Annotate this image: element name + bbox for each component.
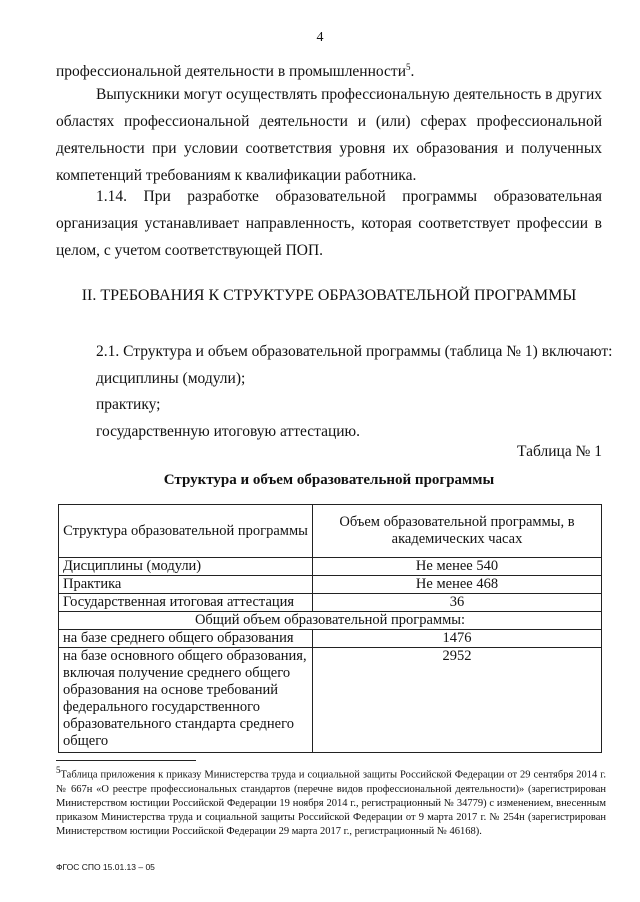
paragraph-graduates: Выпускники могут осуществлять профессиональную деятельность в других областях профессиональной деятельности и (или) сферах профессиональной деятельности при условии соответствия уровня их образования и полученных компетенций требованиям к квалификации работника. (56, 86, 602, 184)
footnote-mark: 5 (56, 765, 61, 775)
row-value: Не менее 540 (313, 558, 602, 576)
table-span-row (59, 612, 602, 630)
table-row (59, 558, 602, 576)
row-value: Не менее 468 (313, 576, 602, 594)
paragraph-1-14: 1.14. При разработке образовательной программы образовательная организация устанавливает направленность, которая соответствует профессии в целом, с учетом соответствующей ПОП. (56, 188, 602, 259)
paragraph-2-1: 2.1. Структура и объем образовательной программы (таблица № 1) включают: (96, 343, 613, 360)
row-label: Государственная итоговая аттестация (59, 594, 313, 612)
header-cell-volume: Объем образовательной программы, в академических часах (313, 505, 602, 558)
table-row (59, 576, 602, 594)
paragraph-text: профессиональной деятельности в промышленности (56, 63, 406, 81)
row-label: на базе основного общего образования, включая получение среднего общего образования на основе требований федерального государственного образовательного стандарта среднего общего (59, 648, 313, 753)
page-number: 4 (316, 30, 324, 45)
row-label: Дисциплины (модули) (59, 558, 313, 576)
row-value: 2952 (313, 648, 602, 753)
document-code: ФГОС СПО 15.01.13 – 05 (56, 862, 155, 872)
list-item: практику; (96, 396, 161, 413)
section-heading: II. ТРЕБОВАНИЯ К СТРУКТУРЕ ОБРАЗОВАТЕЛЬНОЙ ПРОГРАММЫ (81, 287, 577, 304)
row-value: 36 (313, 594, 602, 612)
list-item: дисциплины (модули); (96, 370, 246, 387)
footnote-reference: 5 (405, 62, 411, 72)
program-structure-table (58, 504, 602, 753)
total-volume-label: Общий объем образовательной программы: (59, 612, 602, 630)
row-label: на базе среднего общего образования (59, 630, 313, 648)
row-label: Практика (59, 576, 313, 594)
table-row (59, 630, 602, 648)
paragraph-tail: . (410, 63, 415, 81)
list-item: государственную итоговую аттестацию. (96, 423, 361, 440)
row-value: 1476 (313, 630, 602, 648)
footnote-text: Таблица приложения к приказу Министерства труда и социальной защиты Российской Федерации от 29 сентября 2014 г. № 667н «О реестре профессиональных стандартов (перечне видов профессиональной деятельности)» (зарегистрирован Министерством юстиции Российской Федерации 19 ноября 2014 г., регистрационный № 34779) с изменением, внесенным приказом Министерства труда и социальной защиты Российской Федерации от 9 марта 2017 г. № 254н (зарегистрирован Министерством юстиции Российской Федерации 29 марта 2017 г., регистрационный № 46168). (56, 769, 606, 837)
table-number: Таблица № 1 (517, 443, 602, 460)
header-cell-structure: Структура образовательной программы (59, 505, 313, 558)
table-row (59, 648, 602, 753)
footnote (56, 763, 606, 839)
table-row (59, 594, 602, 612)
table-title: Структура и объем образовательной программы (163, 472, 495, 488)
table-header-row (59, 505, 602, 558)
footnote-divider (56, 760, 196, 761)
